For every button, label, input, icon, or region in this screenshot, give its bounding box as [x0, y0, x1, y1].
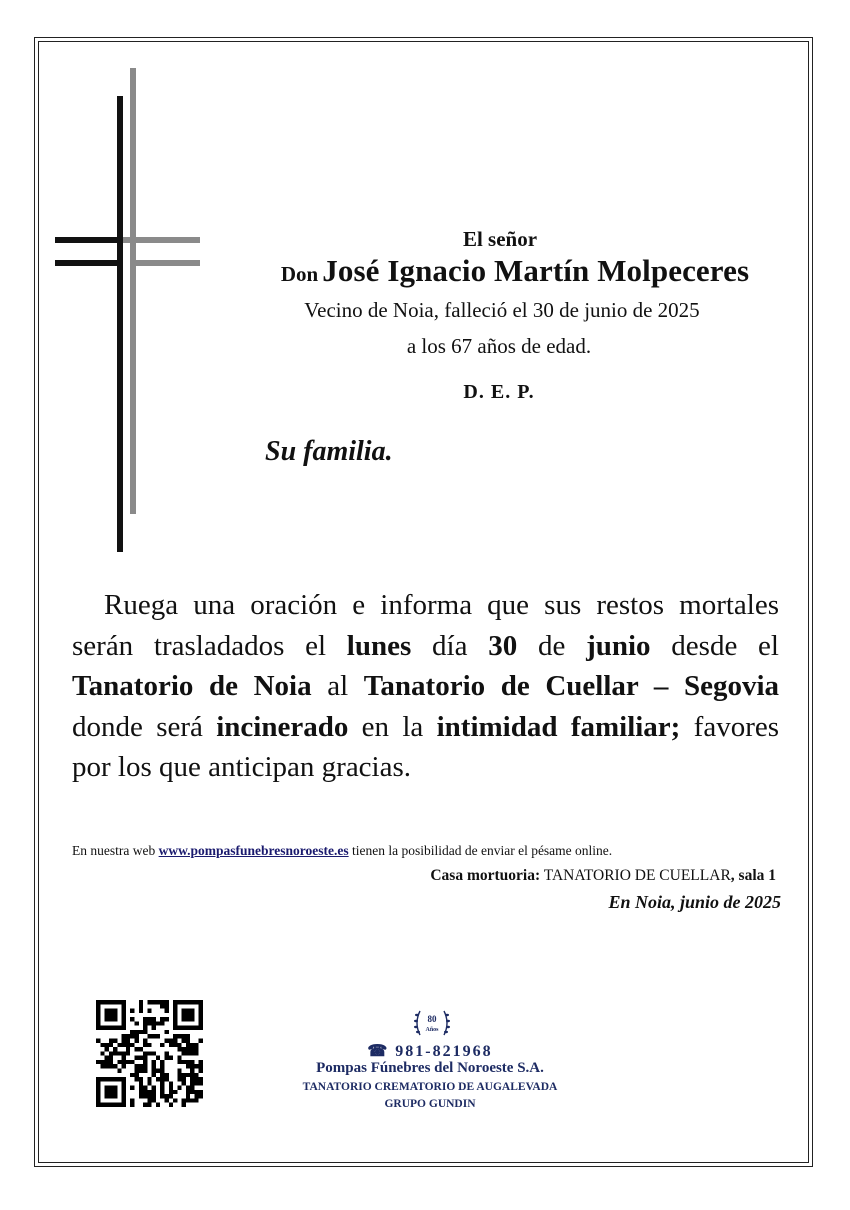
telephone-icon: ☎: [367, 1043, 390, 1060]
anniversary-logo: [410, 1003, 454, 1043]
full-name: José Ignacio Martín Molpeceres: [322, 253, 750, 288]
crematorium-line: TANATORIO CREMATORIO DE AUGALEVADA: [302, 1081, 558, 1093]
main-paragraph: Ruega una oración e informa que sus restos mortales serán trasladados el lunes día 30 de junio desde el Tanatorio de Noia al Tanatorio de Cuellar – Segovia donde será incinerado en la intimidad familiar; favores por los que anticipan gracias.: [72, 589, 780, 783]
company-name: Pompas Fúnebres del Noroeste S.A.: [316, 1060, 544, 1076]
logo-years: Años: [425, 1027, 439, 1033]
phone-line: [250, 1041, 610, 1061]
intro-text: El señor: [462, 227, 538, 251]
honorific: Don: [280, 262, 319, 286]
web-notice: En nuestra web www.pompasfunebresnoroeste.es tienen la posibilidad de enviar el pésame online.: [72, 843, 613, 858]
qr-code[interactable]: [96, 1000, 203, 1107]
funeral-home-line: Casa mortuoria: TANATORIO DE CUELLAR, sala 1: [430, 867, 776, 884]
group-line: GRUPO GUNDIN: [384, 1098, 476, 1110]
deceased-name: [0, 253, 850, 289]
place-date: En Noia, junio de 2025: [608, 892, 781, 912]
family-signature: Su familia.: [265, 436, 393, 467]
logo-number: 80: [427, 1014, 437, 1024]
website-link[interactable]: www.pompasfunebresnoroeste.es: [158, 843, 349, 858]
age-line: a los 67 años de edad.: [406, 334, 592, 358]
residence-death-line: Vecino de Noia, falleció el 30 de junio de 2025: [304, 298, 700, 322]
phone-number: 981-821968: [395, 1043, 493, 1060]
dep-text: D. E. P.: [463, 381, 535, 403]
